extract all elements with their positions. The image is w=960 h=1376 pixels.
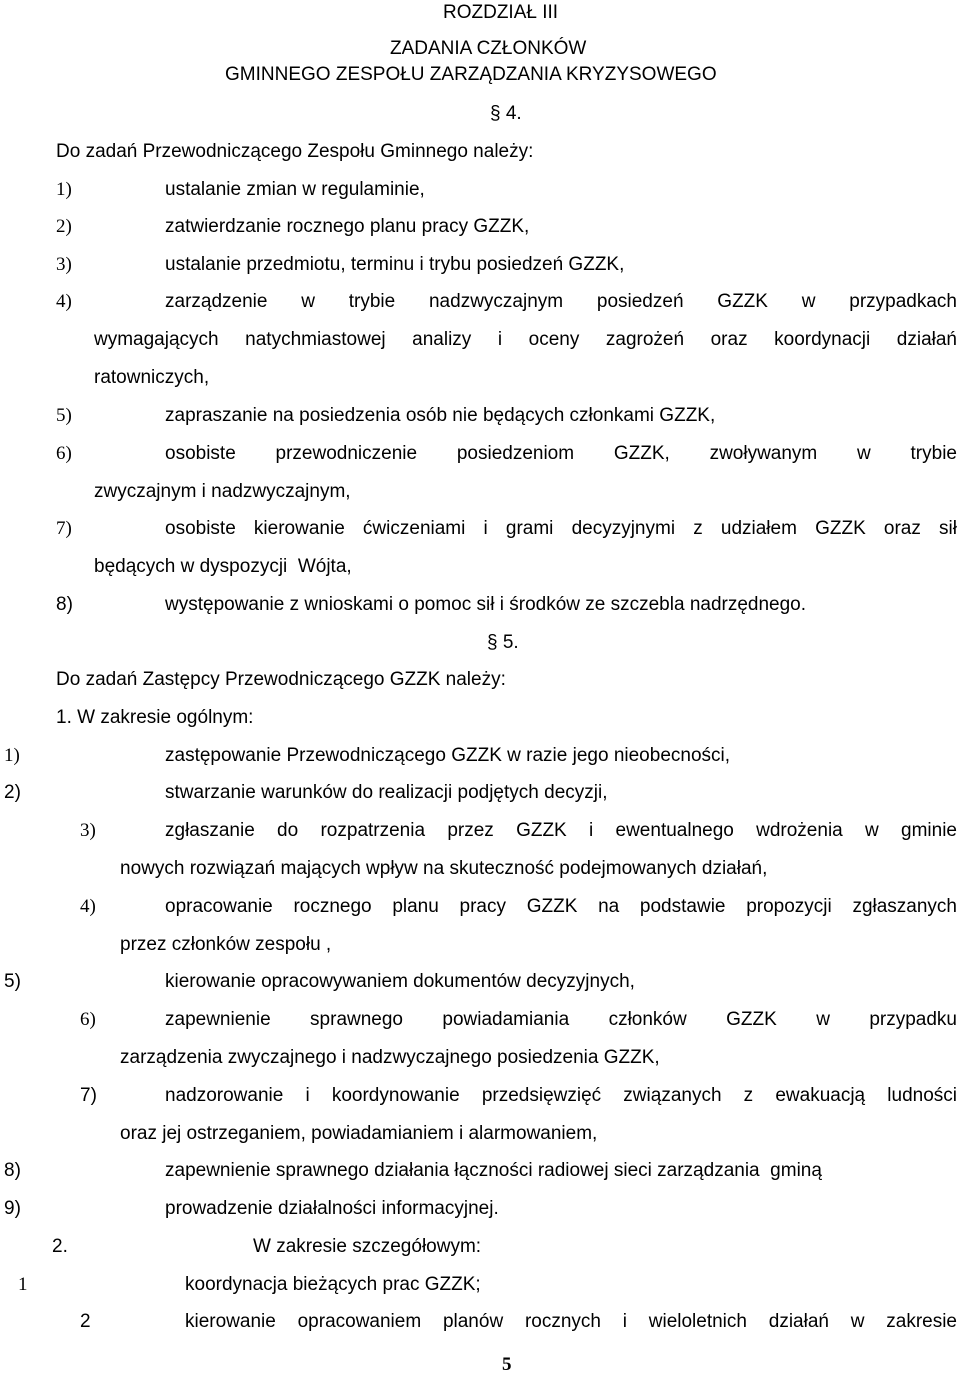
s5-item-8-text: zapewnienie sprawnego działania łączności radiowej sieci zarządzania gminą: [165, 1160, 822, 1181]
s5-item-6-text-line-2: zarządzenia zwyczajnego i nadzwyczajnego posiedzenia GZZK,: [120, 1047, 660, 1068]
s5-item-4-number: 4): [80, 896, 96, 917]
s4-item-6-text-line-2: zwyczajnym i nadzwyczajnym,: [94, 481, 351, 502]
s4-item-1-number: 1): [56, 179, 72, 200]
page-number: 5: [502, 1354, 512, 1375]
s5-item-8-number: 8): [4, 1160, 21, 1181]
s5-item-1-text: zastępowanie Przewodniczącego GZZK w razie jego nieobecności,: [165, 745, 731, 766]
s5-item-4-text-line-2: przez członków zespołu ,: [120, 934, 332, 955]
s4-item-4-text-line-1: zarządzenie w trybie nadzwyczajnym posiedzeń GZZK w przypadkach: [165, 291, 957, 312]
s5-item-7-number: 7): [80, 1085, 97, 1106]
s4-item-3-text: ustalanie przedmiotu, terminu i trybu posiedzeń GZZK,: [165, 254, 625, 275]
s5-item-1-number: 1): [4, 745, 20, 766]
s4-item-4-number: 4): [56, 291, 72, 312]
s5-detail-item-2-text: kierowanie opracowaniem planów rocznych i wieloletnich działań w zakresie: [185, 1311, 957, 1332]
s5-item-2-number: 2): [4, 782, 21, 803]
s5-item-7-text-line-1: nadzorowanie i koordynowanie przedsięwzięć związanych z ewakuacją ludności: [165, 1085, 957, 1106]
section-4-intro: Do zadań Przewodniczącego Zespołu Gminnego należy:: [56, 141, 534, 162]
s4-item-1-text: ustalanie zmian w regulaminie,: [165, 179, 425, 200]
s4-item-8-number: 8): [56, 594, 73, 615]
s4-item-7-number: 7): [56, 518, 72, 539]
s4-item-6-text-line-1: osobiste przewodniczenie posiedzeniom GZZK, zwoływanym w trybie: [165, 443, 957, 464]
s4-item-5-text: zapraszanie na posiedzenia osób nie będących członkami GZZK,: [165, 405, 716, 426]
s4-item-7-text-line-2: będących w dyspozycji Wójta,: [94, 556, 352, 577]
s4-item-6-number: 6): [56, 443, 72, 464]
section-4-marker: § 4.: [490, 103, 522, 124]
s5-detail-heading-number: 2.: [52, 1236, 68, 1257]
section-5-intro: Do zadań Zastępcy Przewodniczącego GZZK należy:: [56, 669, 506, 690]
s5-detail-heading: W zakresie szczegółowym:: [253, 1236, 482, 1257]
s5-item-9-number: 9): [4, 1198, 21, 1219]
s5-item-3-number: 3): [80, 820, 96, 841]
section-5-general-heading: 1. W zakresie ogólnym:: [56, 707, 254, 728]
s5-item-9-text: prowadzenie działalności informacyjnej.: [165, 1198, 499, 1219]
chapter-title: ROZDZIAŁ III: [443, 2, 559, 23]
s5-detail-item-1-number: 1: [18, 1274, 28, 1295]
s5-item-6-text-line-1: zapewnienie sprawnego powiadamiania członków GZZK w przypadku: [165, 1009, 957, 1030]
s4-item-2-text: zatwierdzanie rocznego planu pracy GZZK,: [165, 216, 530, 237]
s5-detail-item-2-number: 2: [80, 1311, 91, 1332]
s4-item-5-number: 5): [56, 405, 72, 426]
s4-item-8-text: występowanie z wnioskami o pomoc sił i środków ze szczebla nadrzędnego.: [165, 594, 807, 615]
s4-item-7-text-line-1: osobiste kierowanie ćwiczeniami i grami decyzyjnymi z udziałem GZZK oraz sił: [165, 518, 957, 539]
s4-item-2-number: 2): [56, 216, 72, 237]
section-5-marker: § 5.: [487, 632, 519, 653]
s4-item-4-text-line-3: ratowniczych,: [94, 367, 210, 388]
s5-item-3-text-line-2: nowych rozwiązań mających wpływ na skuteczność podejmowanych działań,: [120, 858, 768, 879]
s5-item-5-text: kierowanie opracowywaniem dokumentów decyzyjnych,: [165, 971, 635, 992]
chapter-subtitle-line-1: ZADANIA CZŁONKÓW: [390, 38, 587, 59]
s4-item-3-number: 3): [56, 254, 72, 275]
s5-item-2-text: stwarzanie warunków do realizacji podjętych decyzji,: [165, 782, 608, 803]
s5-item-4-text-line-1: opracowanie rocznego planu pracy GZZK na podstawie propozycji zgłaszanych: [165, 896, 957, 917]
s5-item-5-number: 5): [4, 971, 21, 992]
s5-detail-item-1-text: koordynacja bieżących prac GZZK;: [185, 1274, 481, 1295]
chapter-subtitle-line-2: GMINNEGO ZESPOŁU ZARZĄDZANIA KRYZYSOWEGO: [225, 64, 717, 85]
s4-item-4-text-line-2: wymagających natychmiastowej analizy i oceny zagrożeń oraz koordynacji działań: [94, 329, 957, 350]
s5-item-7-text-line-2: oraz jej ostrzeganiem, powiadamianiem i alarmowaniem,: [120, 1123, 598, 1144]
s5-item-3-text-line-1: zgłaszanie do rozpatrzenia przez GZZK i ewentualnego wdrożenia w gminie: [165, 820, 957, 841]
s5-item-6-number: 6): [80, 1009, 96, 1030]
